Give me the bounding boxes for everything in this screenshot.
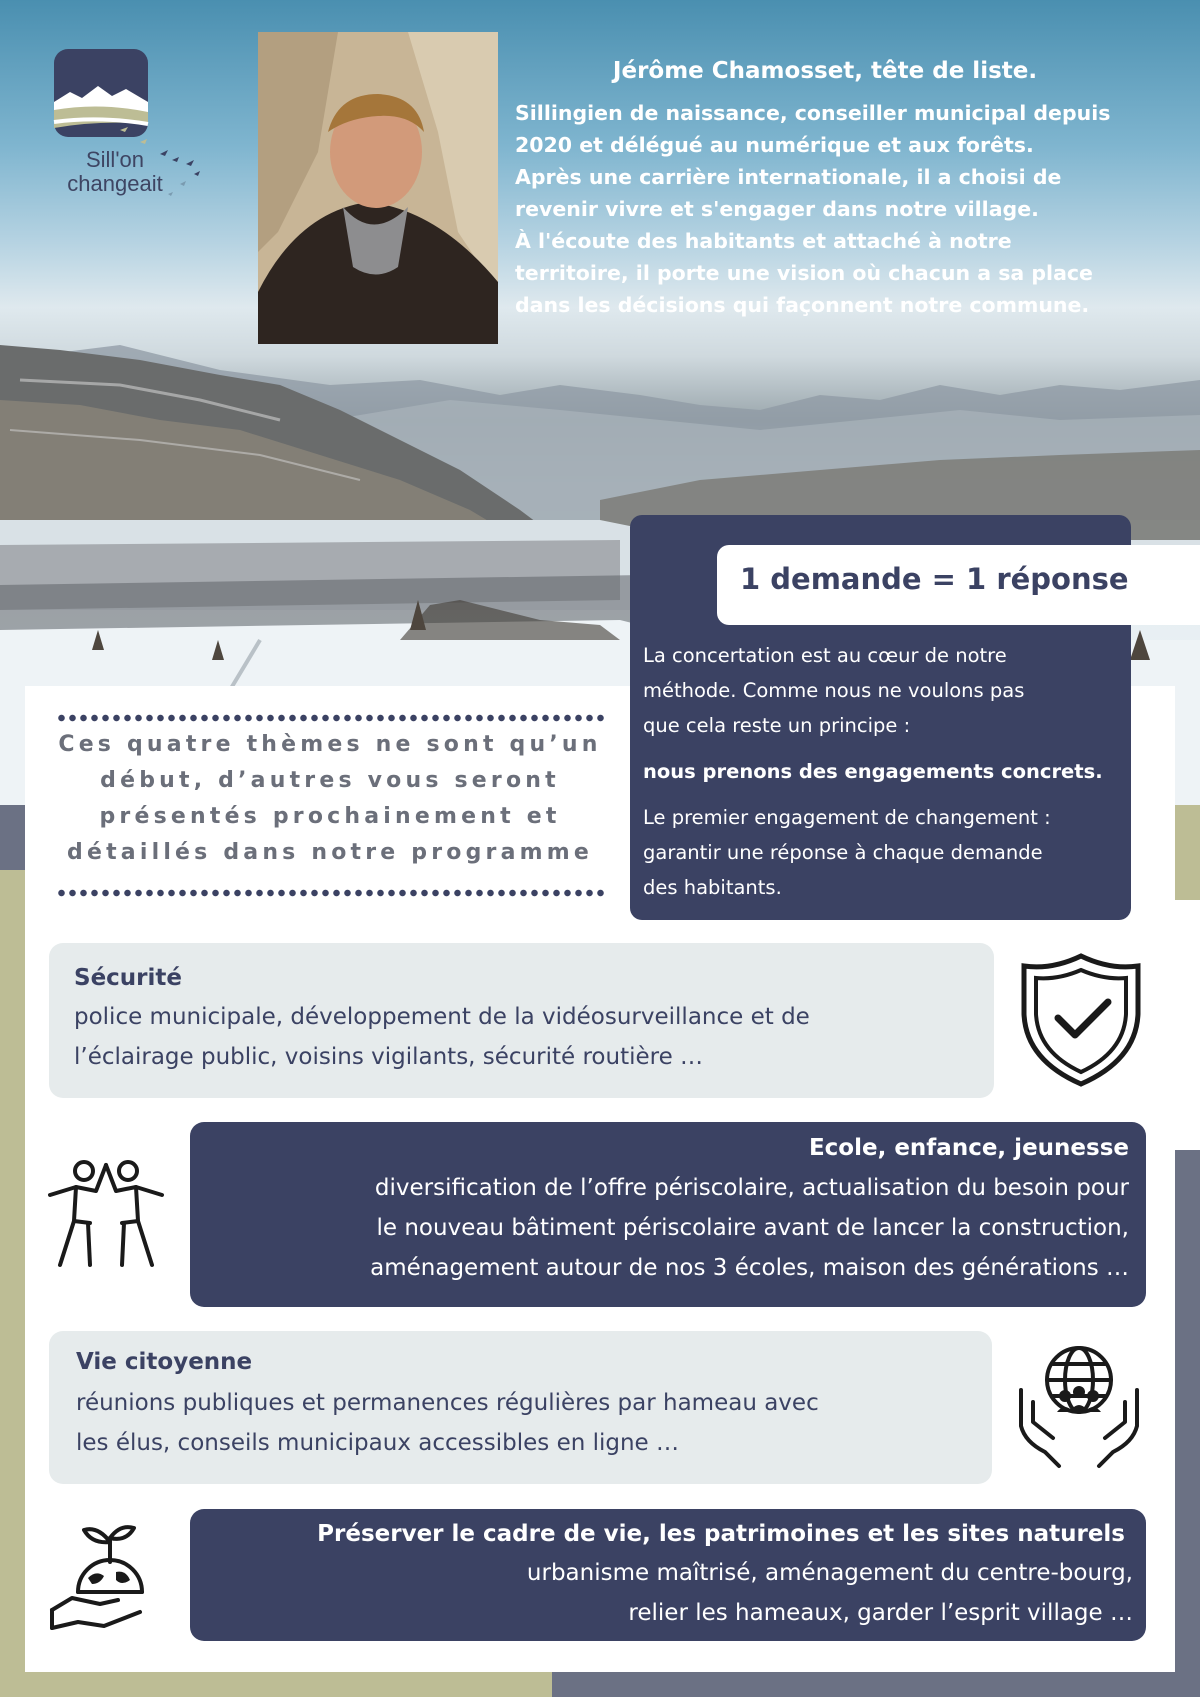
dotted-divider-top [56,713,604,723]
engagement-line: La concertation est au cœur de notre [643,644,1007,667]
theme-card-securite [49,943,994,1098]
theme-card-cadre-de-vie [190,1509,1146,1641]
engagement-line: des habitants. [643,876,782,899]
theme-title: Vie citoyenne [76,1349,253,1375]
decor-band-bottom-right [552,1672,1200,1697]
engagement-body [643,638,1123,905]
engagement-highlight: nous prenons des engagements concrets. [643,760,1103,783]
engagement-line: méthode. Comme nous ne voulons pas [643,679,1025,702]
theme-title: Ecole, enfance, jeunesse [808,1135,1129,1161]
hand-earth-sprout-icon [48,1518,168,1642]
quote-line: présentés prochainement et [99,804,561,829]
theme-line: les élus, conseils municipaux accessibles en ligne … [76,1430,680,1456]
quote-line: début, d’autres vous seront [100,768,560,793]
bio-line: À l'écoute des habitants et attaché à notre [515,229,1012,253]
theme-title: Préserver le cadre de vie, les patrimoines et les sites naturels [317,1521,1125,1547]
theme-line: réunions publiques et permanences régulières par hameau avec [76,1390,819,1416]
bio-line: territoire, il porte une vision où chacun a sa place [515,261,1093,285]
bio-line: Après une carrière internationale, il a choisi de [515,165,1062,189]
quote-line: Ces quatre thèmes ne sont qu’un [58,732,602,757]
theme-description [527,1553,1133,1633]
theme-line: relier les hameaux, garder l’esprit village … [628,1600,1133,1626]
quote-line: détaillés dans notre programme [67,840,593,865]
theme-line: le nouveau bâtiment périscolaire avant de lancer la construction, [376,1215,1129,1241]
theme-description [76,1383,819,1463]
theme-line: police municipale, développement de la vidéosurveillance et de [74,1004,810,1030]
theme-card-ecole [190,1122,1146,1307]
theme-title: Sécurité [74,965,182,991]
theme-line: urbanisme maîtrisé, aménagement du centre-bourg, [526,1560,1133,1586]
logo-line-1: Sill'on [85,147,144,172]
engagement-line: que cela reste un principe : [643,714,911,737]
themes-intro-quote [40,727,620,871]
candidate-name: Jérôme Chamosset, tête de liste. [612,58,1038,84]
theme-line: diversification de l’offre périscolaire, actualisation du besoin pour [374,1175,1129,1201]
decor-band-right-top [1175,805,1200,900]
theme-line: aménagement autour de nos 3 écoles, maison des générations … [370,1255,1129,1281]
theme-card-vie-citoyenne [49,1331,992,1484]
shield-check-icon [1018,952,1144,1092]
engagement-title: 1 demande = 1 réponse [740,562,1129,596]
bio-line: 2020 et délégué au numérique et aux forêts. [515,133,1034,157]
logo-wordmark [40,148,190,196]
dotted-divider-bottom [56,888,604,898]
engagement-line: garantir une réponse à chaque demande [643,841,1043,864]
theme-description [74,997,810,1077]
decor-band-left-bottom [0,870,25,1697]
engagement-line: Le premier engagement de changement : [643,806,1051,829]
theme-description [370,1168,1129,1288]
decor-band-right-bottom [1175,1150,1200,1697]
bio-line: Sillingien de naissance, conseiller municipal depuis [515,101,1111,125]
bio-line: revenir vivre et s'engager dans notre village. [515,197,1039,221]
logo-line-2: changeait [67,171,163,196]
candidate-bio [515,97,1155,321]
candidate-portrait [258,32,498,344]
decor-band-bottom-left [0,1672,555,1697]
bio-line: dans les décisions qui façonnent notre commune. [515,293,1090,317]
children-playing-icon [46,1155,166,1279]
theme-line: l’éclairage public, voisins vigilants, sécurité routière … [74,1044,704,1070]
hands-globe-people-icon [1015,1342,1143,1474]
logo [40,44,210,214]
